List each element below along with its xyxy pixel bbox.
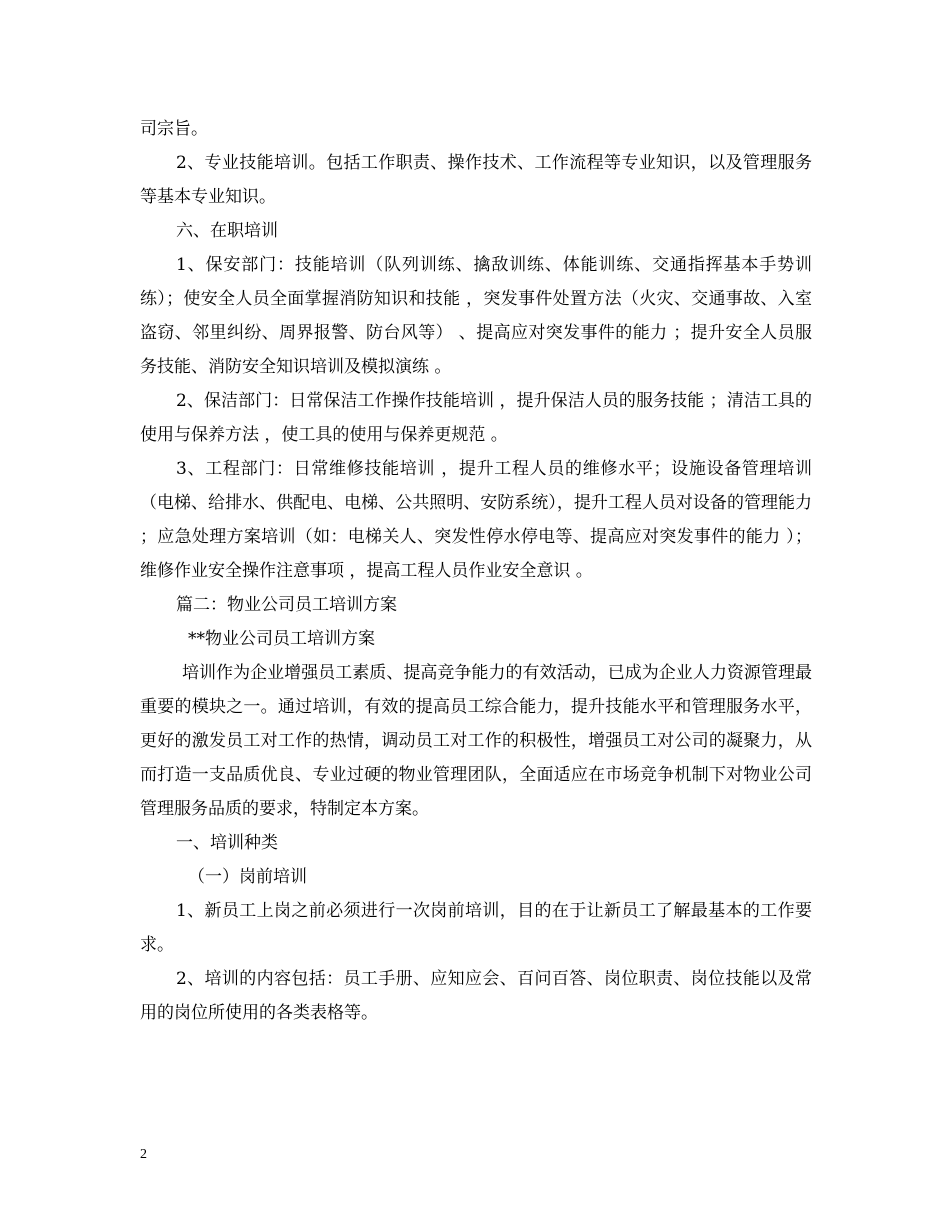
document-title: **物业公司员工培训方案 [188,629,375,649]
paragraph-company-purpose-tail: 司宗旨。 [140,119,208,139]
paragraph-professional-skills: 2、专业技能培训。包括工作职责、操作技术、工作流程等专业知识，以及管理服务等基本专业知识。 [140,153,812,207]
chapter-heading-part-two: 篇二：物业公司员工培训方案 [176,595,397,615]
paragraph-introduction: 培训作为企业增强员工素质、提高竞争能力的有效活动，已成为企业人力资源管理最重要的模块之一。通过培训，有效的提高员工综合能力，提升技能水平和管理服务水平，更好的激发员工对工作的热情，调动员工对工作的积极性，增强员工对公司的凝聚力，从而打造一支品质优良、专业过硬的物业管理团队，全面适应在市场竞争机制下对物业公司管理服务品质的要求，特制定本方案。 [140,663,812,819]
section-heading-training-types: 一、培训种类 [176,833,278,853]
paragraph-cleaning-department: 2、保洁部门：日常保洁工作操作技能培训 ，提升保洁人员的服务技能 ；清洁工具的使用与保养方法 ，使工具的使用与保养更规范 。 [140,391,812,445]
paragraph-new-employee-training: 1、新员工上岗之前必须进行一次岗前培训，目的在于让新员工了解最基本的工作要求。 [140,901,812,955]
section-heading-on-job-training: 六、在职培训 [176,221,278,241]
subsection-heading-pre-job-training: （一）岗前培训 [188,867,307,887]
paragraph-engineering-department: 3、工程部门：日常维修技能培训 ，提升工程人员的维修水平；设施设备管理培训（电梯、给排水、供配电、电梯、公共照明、安防系统），提升工程人员对设备的管理能力 ；应急处理方案培训（如：电梯关人、突发性停水停电等、提高应对突发事件的能力 ）；维修作业安全操作注意事项 ，提高工程人员作业安全意识 。 [140,459,812,581]
document-body [140,112,812,1030]
paragraph-training-content: 2、培训的内容包括：员工手册、应知应会、百问百答、岗位职责、岗位技能以及常用的岗位所使用的各类表格等。 [140,969,812,1023]
page-number: 2 [140,1147,147,1162]
paragraph-security-department: 1、保安部门：技能培训（队列训练、擒敌训练、体能训练、交通指挥基本手势训练）；使安全人员全面掌握消防知识和技能 ，突发事件处置方法（火灾、交通事故、入室盗窃、邻里纠纷、周界报警、防台风等） 、提高应对突发事件的能力 ；提升安全人员服务技能、消防安全知识培训及模拟演练 。 [140,255,812,377]
